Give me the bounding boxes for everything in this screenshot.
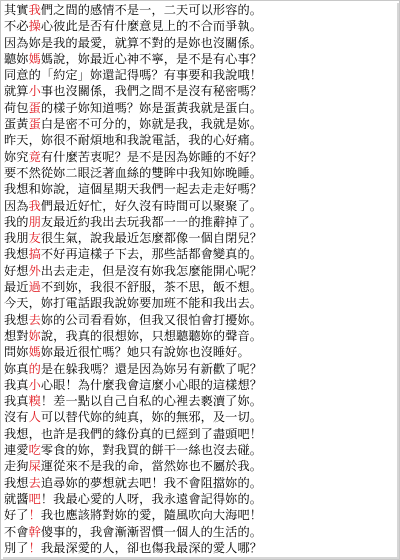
text-segment: 妳真 xyxy=(4,361,29,376)
text-line xyxy=(4,149,396,165)
highlighted-character: 去 xyxy=(28,312,41,327)
text-segment: 我真 xyxy=(4,394,29,409)
text-line xyxy=(4,51,396,67)
text-segment: 想對 xyxy=(4,328,29,343)
highlighted-character: 小 xyxy=(28,377,41,392)
highlighted-character: ！ xyxy=(28,540,41,555)
text-segment: 我想 xyxy=(4,475,29,490)
text-line xyxy=(4,230,396,246)
text-segment: 最近 xyxy=(4,280,29,295)
text-line xyxy=(4,344,396,360)
text-line xyxy=(4,475,396,491)
highlighted-character: 外 xyxy=(28,263,41,278)
text-segment: 有什麼苦衷呢？是不是因為妳睡的不好？ xyxy=(40,149,263,164)
highlighted-character: 吧 xyxy=(28,491,41,506)
text-line xyxy=(4,540,396,556)
highlighted-character: 朋 xyxy=(28,214,41,229)
text-segment: 就醬 xyxy=(4,491,29,506)
text-segment: 是在躲我嗎？還是因為妳另有新歡了呢？ xyxy=(40,361,263,376)
highlighted-character: 我 xyxy=(28,198,41,213)
highlighted-character: 幹 xyxy=(28,524,41,539)
text-segment: 走狗 xyxy=(4,459,29,474)
text-line xyxy=(4,165,396,181)
text-segment: 因為妳是我的最愛，就算不對的是妳也沒關係。 xyxy=(4,35,263,50)
text-segment: 我真 xyxy=(4,377,29,392)
text-segment: ！差一點以自己自私的心裡去褻瀆了妳。 xyxy=(40,394,263,409)
text-segment: 問妳 xyxy=(4,345,29,360)
text-segment: 友最近約我出去玩我都一一的推辭掉了。 xyxy=(40,214,263,229)
highlighted-character: 吃 xyxy=(28,443,41,458)
text-segment: 好了 xyxy=(4,508,29,523)
text-line xyxy=(4,295,396,311)
text-line xyxy=(4,246,396,262)
highlighted-character: 去 xyxy=(28,475,41,490)
highlighted-character: 友 xyxy=(28,231,41,246)
text-segment: 白是密不可分的，妳就是我，我就是妳。 xyxy=(40,117,263,132)
highlighted-character: 妳 xyxy=(28,328,41,343)
text-segment: 零食的妳，對我買的餅干一絲也沒去碰。 xyxy=(40,443,263,458)
text-line xyxy=(4,214,396,230)
text-segment: 們之間的感情不是一，二天可以形容的。 xyxy=(40,3,263,17)
text-segment: 妳究 xyxy=(4,149,29,164)
text-line xyxy=(4,263,396,279)
text-segment: 很生氣，說我最近怎麼都像一個自閉兒？ xyxy=(40,231,263,246)
text-segment: 我朋 xyxy=(4,231,29,246)
highlighted-character: 操 xyxy=(28,19,41,34)
highlighted-character: 竟 xyxy=(28,149,41,164)
text-line xyxy=(4,35,396,51)
text-segment: 運從來不是我的命，當然妳也不屬於我。 xyxy=(40,459,263,474)
text-segment: 不必 xyxy=(4,19,29,34)
text-segment: 事也沒關係，我們之間不是沒有秘密嗎？ xyxy=(40,84,263,99)
text-segment: 好想 xyxy=(4,263,29,278)
text-segment: 的樣子妳知道嗎？妳是蛋黃我就是蛋白。 xyxy=(40,100,263,115)
text-line xyxy=(4,18,396,34)
text-segment: 不會 xyxy=(4,524,29,539)
text-segment: 媽說，妳最近心神不寧，是不是有心事？ xyxy=(40,51,263,66)
text-segment: 就算 xyxy=(4,84,29,99)
text-line xyxy=(4,507,396,523)
text-segment: 出去走走，但是沒有妳我怎麼能開心呢？ xyxy=(40,263,263,278)
text-segment: 蛋黃 xyxy=(4,117,29,132)
text-segment: 同意的「約定」妳還記得嗎？有事要和我說哦！ xyxy=(4,68,263,83)
text-segment: 我也應該將對妳的愛，隨風吹向大海吧！ xyxy=(40,508,263,523)
text-segment: 荷包 xyxy=(4,100,29,115)
text-segment: 不到妳，我很不舒服，茶不思，飯不想。 xyxy=(40,280,263,295)
text-line xyxy=(4,83,396,99)
text-segment: 說，我真的很想妳，只想聽聽妳的聲音。 xyxy=(40,328,263,343)
highlighted-character: 的 xyxy=(28,361,41,376)
text-segment: 傻事的，我會漸漸習慣一個人的生活的。 xyxy=(40,524,263,539)
text-segment: 心眼！為什麼我會這麼小心眼的這樣想？ xyxy=(40,377,263,392)
text-line xyxy=(4,426,396,442)
text-segment: 聽妳 xyxy=(4,51,29,66)
highlighted-character: 屎 xyxy=(28,459,41,474)
highlighted-character: 糗 xyxy=(28,394,41,409)
text-segment: 我想和妳說，這個星期天我們一起去走走好嗎？ xyxy=(4,182,263,197)
text-segment: ！我最心愛的人呀，我永遠會記得妳的。 xyxy=(40,491,263,506)
highlighted-character: ！ xyxy=(28,508,41,523)
text-segment: 妳的公司看看妳，但我又很怕會打擾妳。 xyxy=(40,312,263,327)
highlighted-character: 媽 xyxy=(28,345,41,360)
text-segment: 心彼此是否有什麼意見上的不合而爭執。 xyxy=(40,19,263,34)
text-segment: 別了 xyxy=(4,540,29,555)
highlighted-character: 過 xyxy=(28,280,41,295)
text-line xyxy=(4,312,396,328)
text-line xyxy=(4,2,396,18)
highlighted-character: 媽 xyxy=(28,51,41,66)
highlighted-character: 人 xyxy=(28,410,41,425)
text-segment: 要不然從妳二眼泛著血絲的雙眸中我知妳晚睡。 xyxy=(4,165,263,180)
highlighted-character: 小 xyxy=(28,84,41,99)
text-line xyxy=(4,409,396,425)
text-segment: 因為 xyxy=(4,198,29,213)
highlighted-character: 蛋 xyxy=(28,117,41,132)
text-segment: 我想 xyxy=(4,247,29,262)
page-shadow-bottom xyxy=(3,557,399,559)
highlighted-character: 搞 xyxy=(28,247,41,262)
text-segment: 連愛 xyxy=(4,443,29,458)
text-line xyxy=(4,361,396,377)
text-segment: 不好再這樣子下去，那些話都會變真的。 xyxy=(40,247,263,262)
text-line xyxy=(4,442,396,458)
text-segment: 我想 xyxy=(4,312,29,327)
text-line xyxy=(4,377,396,393)
text-segment: 可以替代妳的純真，妳的無邪，及一切。 xyxy=(40,410,263,425)
text-line xyxy=(4,328,396,344)
text-line xyxy=(4,116,396,132)
text-line xyxy=(4,198,396,214)
text-line xyxy=(4,100,396,116)
text-segment: 我想，也許是我們的緣份真的已經到了盡頭吧！ xyxy=(4,426,263,441)
text-segment: 沒有 xyxy=(4,410,29,425)
text-segment: 今天，妳打電話跟我說妳要加班不能和我出去。 xyxy=(4,296,263,311)
letter-text-body xyxy=(4,2,396,556)
text-segment: 妳最近很忙嗎？她只有說妳也沒睡好。 xyxy=(40,345,250,360)
text-line xyxy=(4,491,396,507)
text-segment: 昨天，妳很不耐煩地和我說電話，我的心好痛。 xyxy=(4,133,263,148)
text-segment: 們最近好忙，好久沒有時間可以聚聚了。 xyxy=(40,198,263,213)
text-line xyxy=(4,279,396,295)
text-line xyxy=(4,181,396,197)
highlighted-character: 蛋 xyxy=(28,100,41,115)
text-line xyxy=(4,458,396,474)
highlighted-character: 我 xyxy=(28,3,41,17)
text-line xyxy=(4,67,396,83)
text-segment: 我的 xyxy=(4,214,29,229)
text-line xyxy=(4,393,396,409)
text-segment: 其實 xyxy=(4,3,29,17)
page-shadow-right xyxy=(397,3,399,559)
text-segment: 我最深愛的人，卻也傷我最深的愛人哪？ xyxy=(40,540,263,555)
text-line xyxy=(4,132,396,148)
text-line xyxy=(4,524,396,540)
text-segment: 追尋妳的夢想就去吧！我不會阻擋妳的。 xyxy=(40,475,263,490)
